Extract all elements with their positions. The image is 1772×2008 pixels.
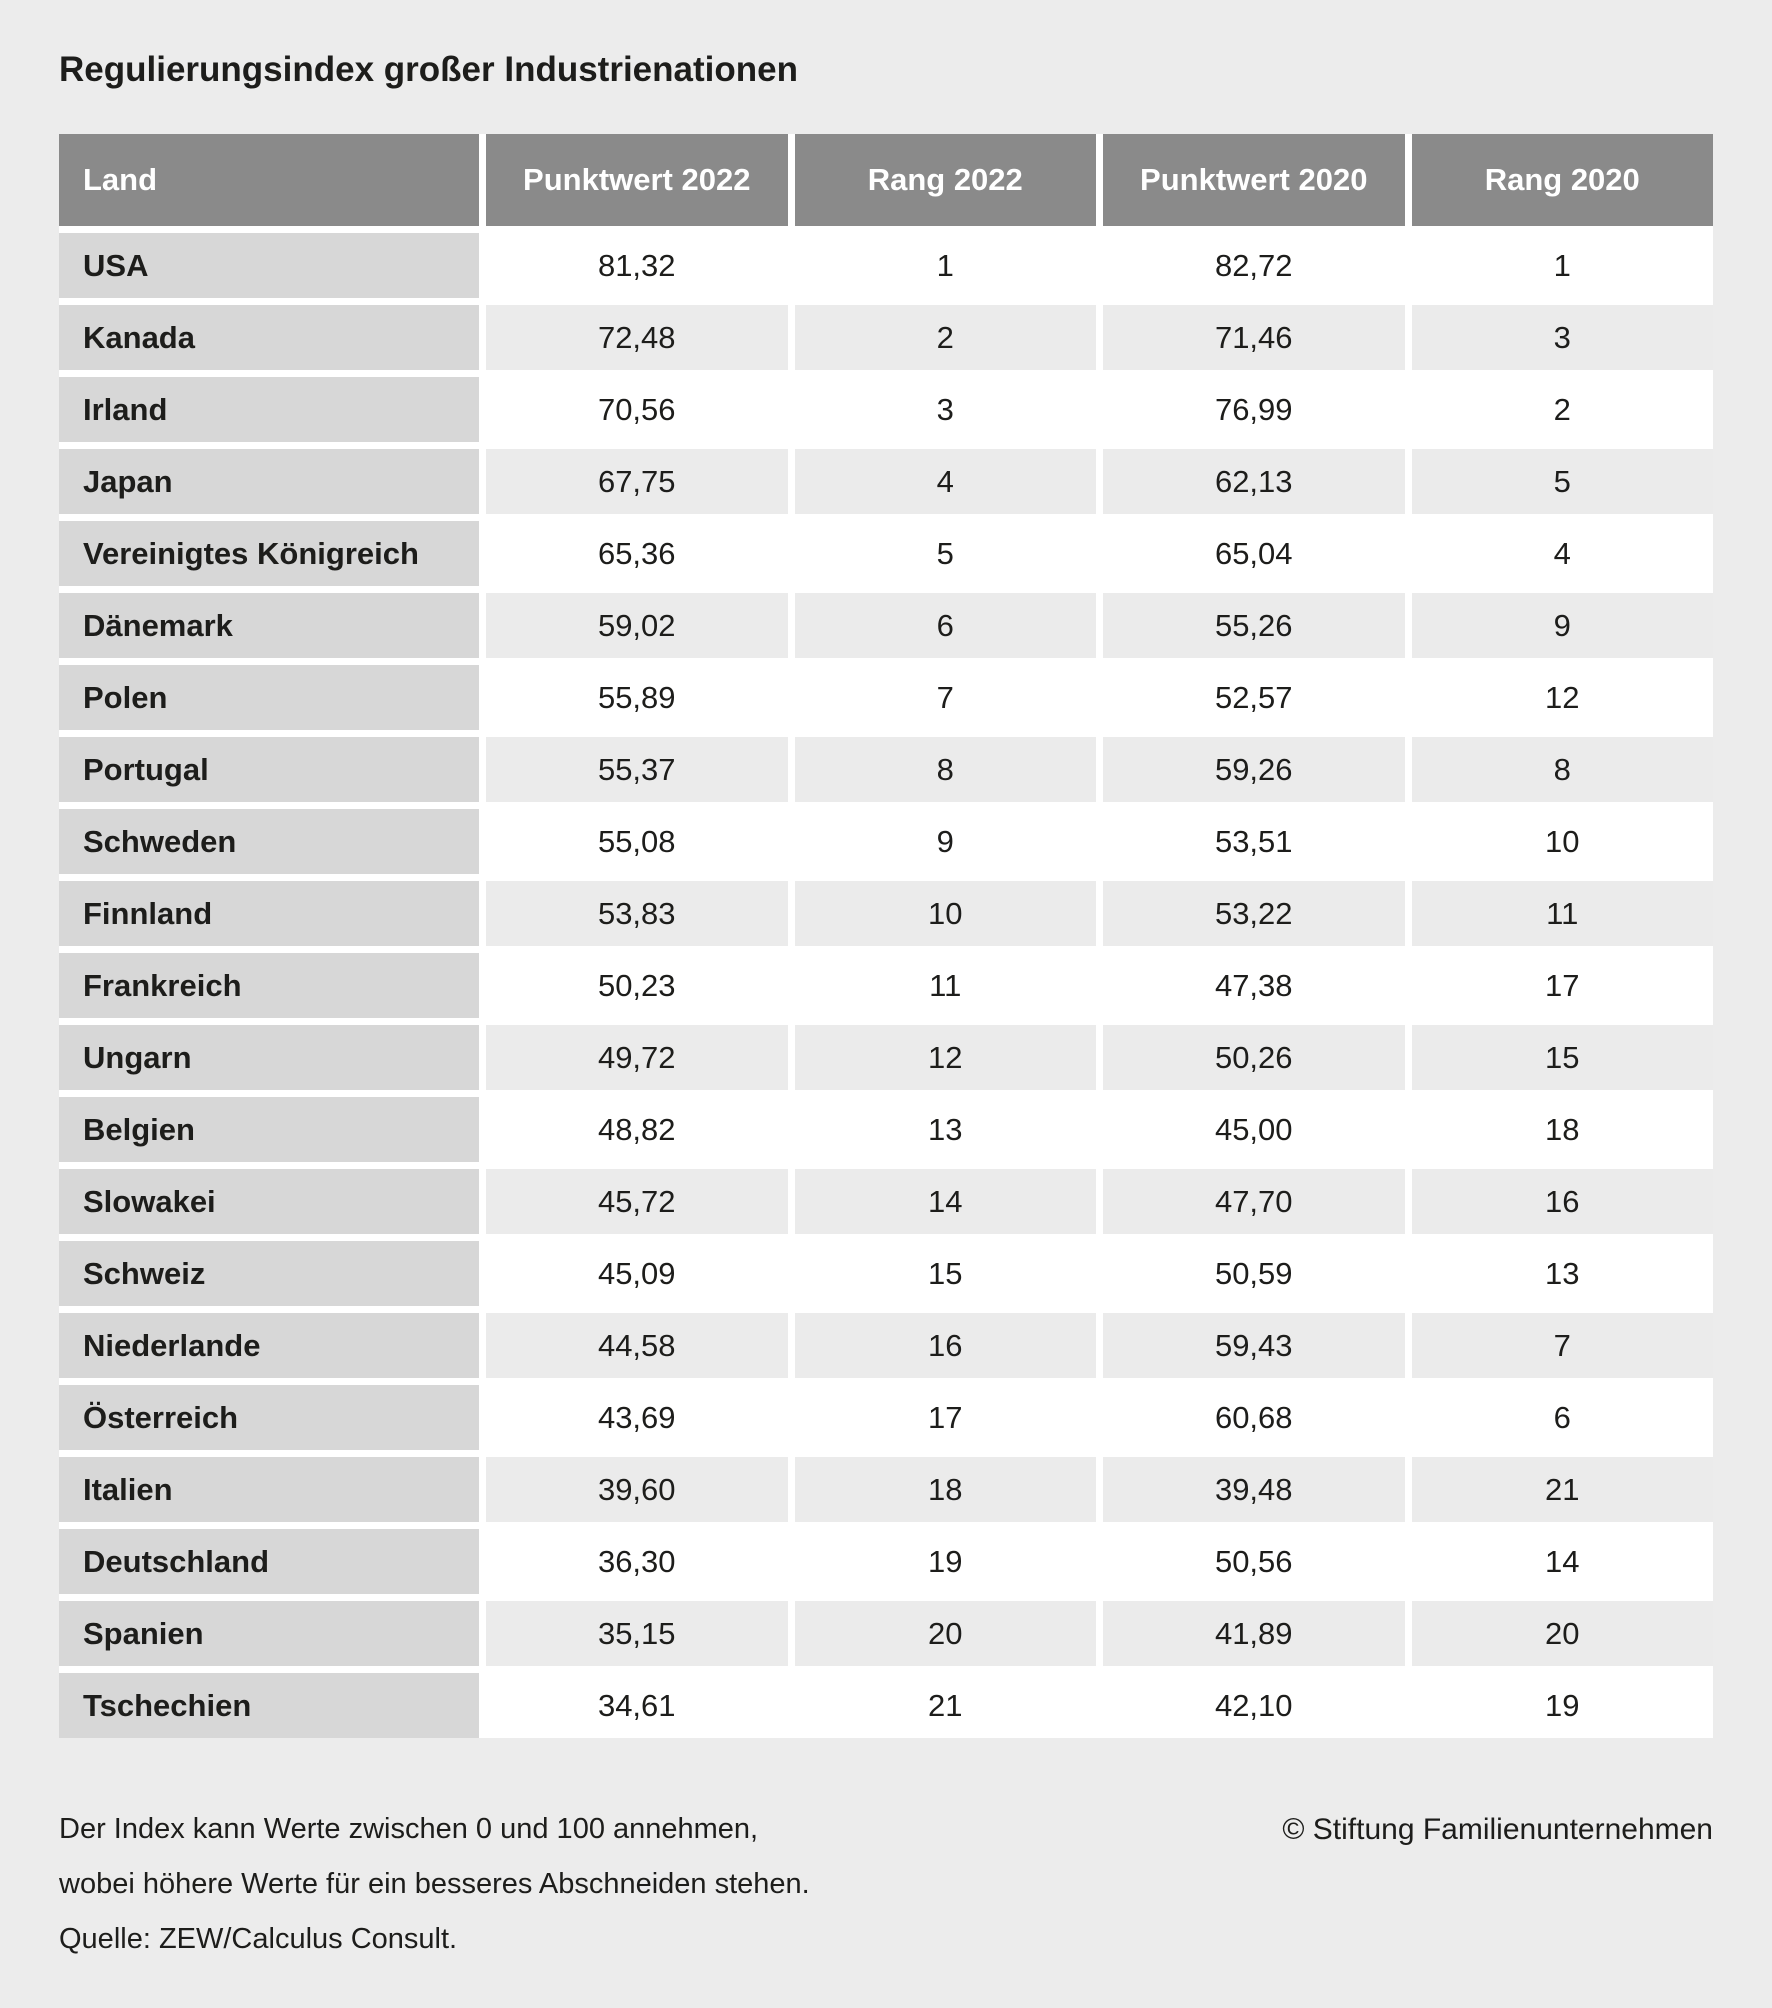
rang-2020-cell: 10 [1412,809,1714,874]
rang-2022-cell: 6 [795,593,1097,658]
rang-2022-cell: 19 [795,1529,1097,1594]
rang-2020-cell: 16 [1412,1169,1714,1234]
punktwert-2020-cell: 52,57 [1103,665,1405,730]
punktwert-2020-cell: 39,48 [1103,1457,1405,1522]
punktwert-2020-cell: 47,38 [1103,953,1405,1018]
rang-2020-cell: 6 [1412,1385,1714,1450]
rang-2020-cell: 5 [1412,449,1714,514]
column-header-punktwert-2022: Punktwert 2022 [486,134,788,226]
punktwert-2022-cell: 45,09 [486,1241,788,1306]
punktwert-2022-cell: 72,48 [486,305,788,370]
punktwert-2020-cell: 53,22 [1103,881,1405,946]
country-cell: Belgien [59,1097,479,1162]
rang-2020-cell: 19 [1412,1673,1714,1738]
punktwert-2022-cell: 45,72 [486,1169,788,1234]
rang-2022-cell: 12 [795,1025,1097,1090]
punktwert-2022-cell: 36,30 [486,1529,788,1594]
country-cell: Slowakei [59,1169,479,1234]
punktwert-2020-cell: 60,68 [1103,1385,1405,1450]
rang-2022-cell: 1 [795,233,1097,298]
country-cell: Tschechien [59,1673,479,1738]
footnote-line-2: wobei höhere Werte für ein besseres Abschneiden stehen. [59,1868,810,1900]
rang-2020-cell: 8 [1412,737,1714,802]
punktwert-2022-cell: 39,60 [486,1457,788,1522]
punktwert-2020-cell: 42,10 [1103,1673,1405,1738]
punktwert-2022-cell: 55,08 [486,809,788,874]
rang-2020-cell: 18 [1412,1097,1714,1162]
punktwert-2022-cell: 59,02 [486,593,788,658]
rang-2022-cell: 11 [795,953,1097,1018]
country-cell: Italien [59,1457,479,1522]
footnote-line-1: Der Index kann Werte zwischen 0 und 100 annehmen, [59,1813,759,1845]
punktwert-2020-cell: 50,56 [1103,1529,1405,1594]
country-cell: Irland [59,377,479,442]
punktwert-2020-cell: 71,46 [1103,305,1405,370]
punktwert-2020-cell: 50,59 [1103,1241,1405,1306]
page-title: Regulierungsindex großer Industrienationen [59,50,798,89]
column-header-land: Land [59,134,479,226]
punktwert-2020-cell: 62,13 [1103,449,1405,514]
punktwert-2022-cell: 65,36 [486,521,788,586]
rang-2020-cell: 9 [1412,593,1714,658]
country-cell: USA [59,233,479,298]
rang-2020-cell: 20 [1412,1601,1714,1666]
country-cell: Kanada [59,305,479,370]
rang-2020-cell: 13 [1412,1241,1714,1306]
punktwert-2020-cell: 53,51 [1103,809,1405,874]
country-cell: Spanien [59,1601,479,1666]
rang-2022-cell: 2 [795,305,1097,370]
country-cell: Deutschland [59,1529,479,1594]
punktwert-2020-cell: 59,26 [1103,737,1405,802]
country-cell: Finnland [59,881,479,946]
rang-2020-cell: 15 [1412,1025,1714,1090]
rang-2022-cell: 5 [795,521,1097,586]
country-cell: Ungarn [59,1025,479,1090]
regulation-index-table [59,134,1713,1738]
rang-2022-cell: 9 [795,809,1097,874]
rang-2022-cell: 20 [795,1601,1097,1666]
punktwert-2022-cell: 81,32 [486,233,788,298]
country-cell: Japan [59,449,479,514]
country-cell: Polen [59,665,479,730]
rang-2020-cell: 21 [1412,1457,1714,1522]
rang-2022-cell: 17 [795,1385,1097,1450]
rang-2022-cell: 21 [795,1673,1097,1738]
punktwert-2022-cell: 49,72 [486,1025,788,1090]
rang-2022-cell: 16 [795,1313,1097,1378]
rang-2022-cell: 4 [795,449,1097,514]
punktwert-2020-cell: 65,04 [1103,521,1405,586]
country-cell: Portugal [59,737,479,802]
column-header-rang-2020: Rang 2020 [1412,134,1714,226]
rang-2022-cell: 10 [795,881,1097,946]
country-cell: Niederlande [59,1313,479,1378]
rang-2022-cell: 18 [795,1457,1097,1522]
rang-2022-cell: 13 [795,1097,1097,1162]
punktwert-2020-cell: 76,99 [1103,377,1405,442]
punktwert-2022-cell: 44,58 [486,1313,788,1378]
rang-2022-cell: 15 [795,1241,1097,1306]
rang-2022-cell: 7 [795,665,1097,730]
rang-2022-cell: 3 [795,377,1097,442]
punktwert-2022-cell: 55,37 [486,737,788,802]
country-cell: Vereinigtes Königreich [59,521,479,586]
rang-2022-cell: 14 [795,1169,1097,1234]
copyright-notice: © Stiftung Familienunternehmen [1282,1813,1713,1846]
country-cell: Frankreich [59,953,479,1018]
country-cell: Österreich [59,1385,479,1450]
column-header-rang-2022: Rang 2022 [795,134,1097,226]
punktwert-2020-cell: 41,89 [1103,1601,1405,1666]
rang-2020-cell: 7 [1412,1313,1714,1378]
punktwert-2022-cell: 48,82 [486,1097,788,1162]
country-cell: Dänemark [59,593,479,658]
country-cell: Schweden [59,809,479,874]
rang-2020-cell: 3 [1412,305,1714,370]
punktwert-2020-cell: 55,26 [1103,593,1405,658]
punktwert-2022-cell: 43,69 [486,1385,788,1450]
punktwert-2022-cell: 35,15 [486,1601,788,1666]
rang-2020-cell: 1 [1412,233,1714,298]
punktwert-2020-cell: 59,43 [1103,1313,1405,1378]
punktwert-2020-cell: 45,00 [1103,1097,1405,1162]
source-line: Quelle: ZEW/Calculus Consult. [59,1923,458,1955]
rang-2020-cell: 11 [1412,881,1714,946]
column-header-punktwert-2020: Punktwert 2020 [1103,134,1405,226]
punktwert-2020-cell: 82,72 [1103,233,1405,298]
punktwert-2020-cell: 50,26 [1103,1025,1405,1090]
punktwert-2022-cell: 50,23 [486,953,788,1018]
rang-2020-cell: 14 [1412,1529,1714,1594]
rang-2020-cell: 4 [1412,521,1714,586]
footer [59,1802,1713,2007]
country-cell: Schweiz [59,1241,479,1306]
rang-2022-cell: 8 [795,737,1097,802]
punktwert-2022-cell: 70,56 [486,377,788,442]
punktwert-2022-cell: 34,61 [486,1673,788,1738]
punktwert-2020-cell: 47,70 [1103,1169,1405,1234]
punktwert-2022-cell: 55,89 [486,665,788,730]
rang-2020-cell: 12 [1412,665,1714,730]
punktwert-2022-cell: 67,75 [486,449,788,514]
footnotes [59,1802,810,1967]
punktwert-2022-cell: 53,83 [486,881,788,946]
rang-2020-cell: 2 [1412,377,1714,442]
rang-2020-cell: 17 [1412,953,1714,1018]
